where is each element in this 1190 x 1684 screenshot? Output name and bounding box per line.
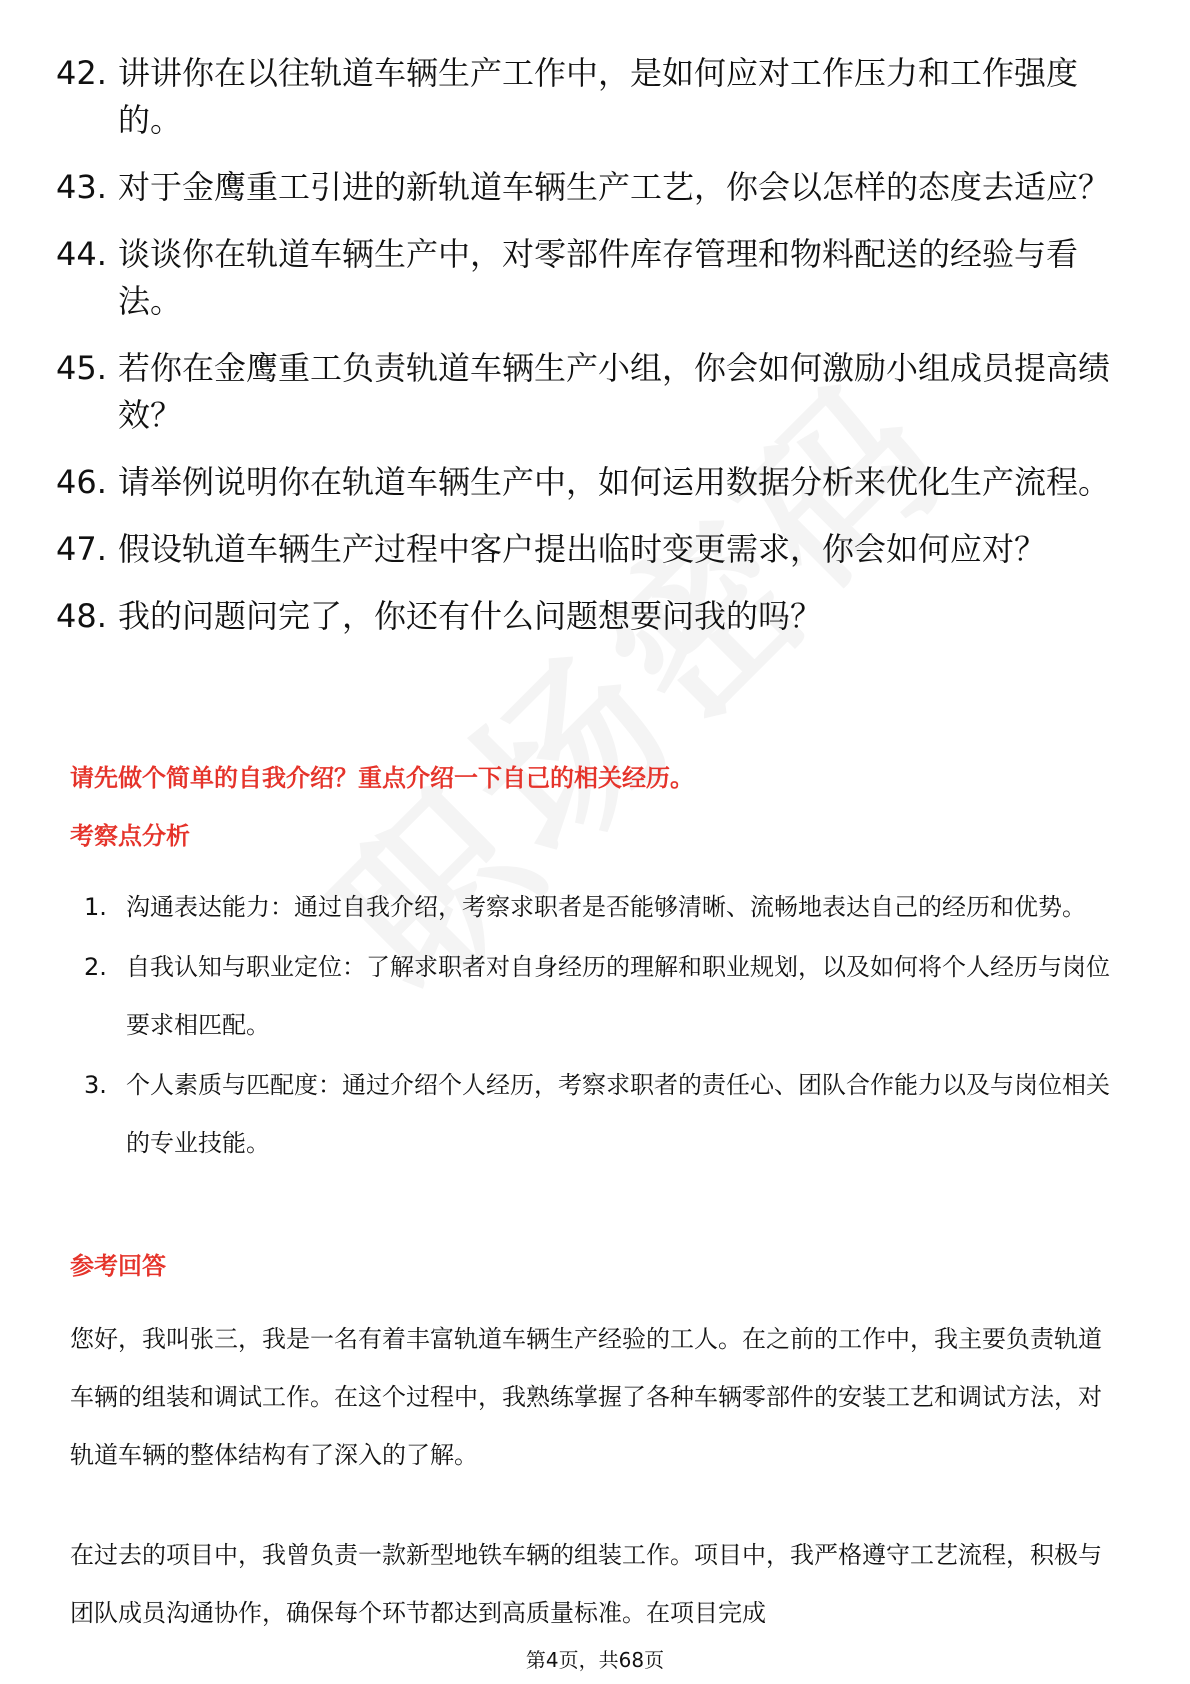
question-text: 假设轨道车辆生产过程中客户提出临时变更需求，你会如何应对？ [118,530,1047,568]
analysis-item [84,1056,1114,1172]
question-number: 45. [56,349,107,387]
page-footer: 第4页，共68页 [525,1648,665,1672]
question-number: 46. [56,463,107,501]
question-list [56,50,1136,660]
analysis-item-text: 自我认知与职业定位：了解求职者对自身经历的理解和职业规划，以及如何将个人经历与岗位要求相匹配。 [126,953,1110,1039]
question-number: 42. [56,54,107,92]
analysis-item-text: 个人素质与匹配度：通过介绍个人经历，考察求职者的责任心、团队合作能力以及与岗位相关的专业技能。 [126,1071,1110,1157]
question-text: 我的问题问完了，你还有什么问题想要问我的吗？ [118,597,823,635]
analysis-item-number: 1. [84,893,107,921]
question-number: 44. [56,235,107,273]
answer-paragraph: 您好，我叫张三，我是一名有着丰富轨道车辆生产经验的工人。在之前的工作中，我主要负责轨道车辆的组装和调试工作。在这个过程中，我熟练掌握了各种车辆零部件的安装工艺和调试方法，对轨道车辆的整体结构有了深入的了解。 [70,1325,1102,1469]
answer-heading: 参考回答 [70,1252,166,1280]
question-text: 对于金鹰重工引进的新轨道车辆生产工艺，你会以怎样的态度去适应？ [118,168,1111,206]
question-text: 讲讲你在以往轨道车辆生产工作中，是如何应对工作压力和工作强度的。 [118,54,1079,139]
analysis-item-number: 3. [84,1071,107,1099]
question-text: 谈谈你在轨道车辆生产中，对零部件库存管理和物料配送的经验与看法。 [118,235,1079,320]
question-number: 47. [56,530,107,568]
analysis-item [84,878,1114,936]
analysis-item-text: 沟通表达能力：通过自我介绍，考察求职者是否能够清晰、流畅地表达自己的经历和优势。 [126,893,1086,921]
question-item [56,593,1136,640]
answer-paragraph: 在过去的项目中，我曾负责一款新型地铁车辆的组装工作。项目中，我严格遵守工艺流程，积极与团队成员沟通协作，确保每个环节都达到高质量标准。在项目完成 [70,1541,1102,1627]
intro-question-heading: 请先做个简单的自我介绍？重点介绍一下自己的相关经历。 [70,764,694,792]
question-item [56,231,1136,325]
question-item [56,459,1136,506]
question-item [56,50,1136,144]
question-number: 43. [56,168,107,206]
question-text: 若你在金鹰重工负责轨道车辆生产小组，你会如何激励小组成员提高绩效？ [118,349,1111,434]
question-text: 请举例说明你在轨道车辆生产中，如何运用数据分析来优化生产流程。 [118,463,1111,501]
analysis-item [84,938,1114,1054]
analysis-heading: 考察点分析 [70,822,190,850]
question-item [56,526,1136,573]
question-item [56,164,1136,211]
analysis-item-number: 2. [84,953,107,981]
question-number: 48. [56,597,107,635]
question-item [56,345,1136,439]
analysis-list [84,878,1114,1174]
